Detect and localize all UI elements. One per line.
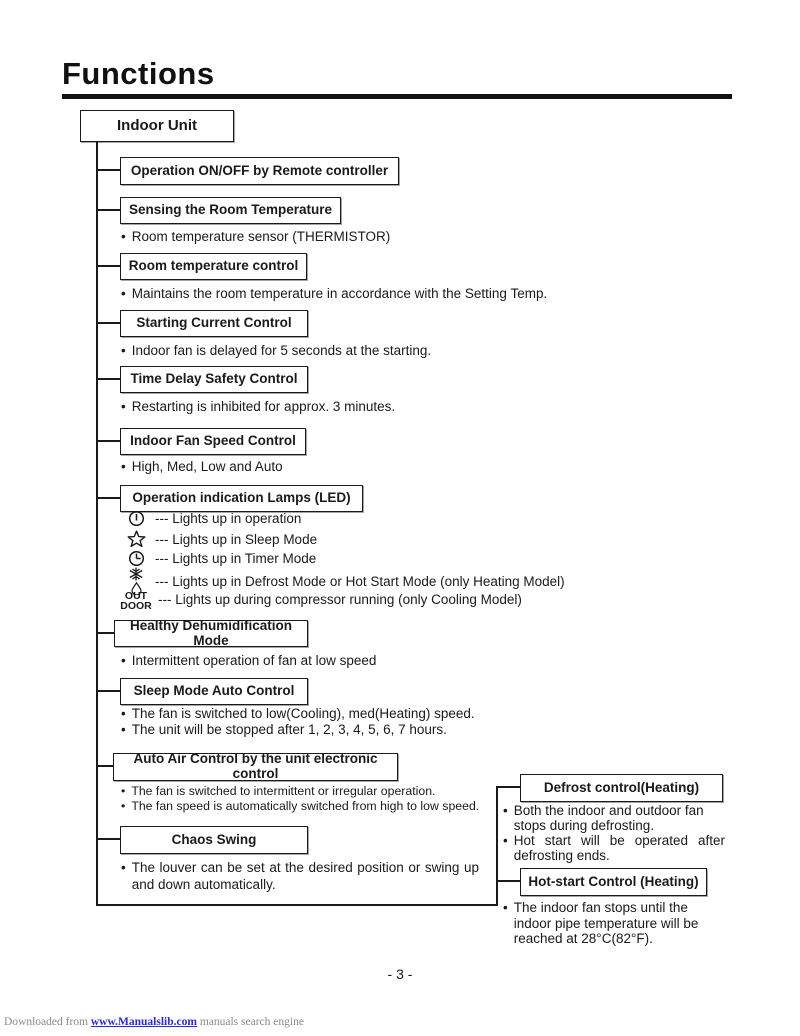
node-label: Indoor Fan Speed Control <box>130 433 296 449</box>
stub-hot-start <box>498 880 520 882</box>
led-item <box>122 510 301 527</box>
node-indoor-unit <box>80 110 234 142</box>
bullet-item <box>121 459 283 475</box>
bullet-marker: • <box>503 900 508 915</box>
stub-3 <box>98 322 120 324</box>
bullet-item <box>121 706 475 722</box>
bullet-text: High, Med, Low and Auto <box>131 459 283 474</box>
footer-prefix: Downloaded from <box>4 1016 91 1028</box>
led-text: --- Lights up in operation <box>155 511 302 526</box>
stub-defrost <box>498 786 520 788</box>
node-chaos-swing <box>120 826 308 854</box>
bullet-marker: • <box>121 799 126 813</box>
bullet-text: The fan is switched to intermittent or irregular operation. <box>131 784 436 798</box>
node-label: Hot-start Control (Heating) <box>528 873 699 889</box>
outdoor-label-line1: OUT <box>124 590 148 602</box>
node-fan-speed-control <box>120 428 306 455</box>
bullet-item <box>121 343 431 359</box>
bullet-text: Restarting is inhibited for approx. 3 minutes. <box>131 399 396 414</box>
bullet-marker: • <box>121 399 126 414</box>
bullet-item <box>503 834 725 863</box>
led-text: --- Lights up in Sleep Mode <box>155 531 318 547</box>
bullet-text: Both the indoor and outdoor fan stops during defrosting. <box>513 803 704 833</box>
bullet-text: The louver can be set at the desired position or swing up and down automatically. <box>131 860 479 892</box>
node-label: Sensing the Room Temperature <box>128 202 333 218</box>
led-text: --- Lights up during compressor running (only Cooling Model) <box>158 592 522 607</box>
stub-2 <box>98 265 120 267</box>
bullet-marker: • <box>121 706 126 721</box>
bullet-text: Room temperature sensor (THERMISTOR) <box>131 229 391 244</box>
led-text: --- Lights up in Timer Mode <box>155 551 317 566</box>
bullet-item <box>121 859 479 893</box>
led-item <box>122 530 317 548</box>
stub-8 <box>98 690 120 692</box>
bullet-item <box>121 399 395 415</box>
node-room-temp-control <box>120 253 307 280</box>
led-item <box>119 592 522 611</box>
bullet-text: Hot start will be operated after defrosting ends. <box>513 833 725 863</box>
right-branch-line <box>496 786 498 906</box>
tree-bottom-connector <box>96 904 498 906</box>
node-operation-onoff <box>120 157 399 185</box>
bullet-marker: • <box>503 803 508 818</box>
outdoor-label-line2: DOOR <box>120 599 152 612</box>
led-text: --- Lights up in Defrost Mode or Hot Start Mode (only Heating Model) <box>155 573 565 589</box>
bullet-marker: • <box>121 722 126 737</box>
bullet-item <box>121 722 447 738</box>
bullet-item <box>121 784 435 799</box>
bullet-text: The unit will be stopped after 1, 2, 3, 4, 5, 6, 7 hours. <box>131 722 447 737</box>
bullet-marker: • <box>121 860 126 875</box>
node-label: Room temperature control <box>128 258 299 274</box>
bullet-item <box>121 799 479 814</box>
stub-5 <box>98 440 120 442</box>
bullet-marker: • <box>121 459 126 474</box>
bullet-marker: • <box>121 343 126 358</box>
node-label: Operation ON/OFF by Remote controller <box>130 162 389 178</box>
node-indication-lamps <box>120 485 363 512</box>
bullet-item <box>503 804 725 833</box>
bullet-marker: • <box>121 229 126 244</box>
sleep-star-icon <box>122 530 150 548</box>
stub-1 <box>98 209 120 211</box>
bullet-item <box>121 653 376 669</box>
bullet-text: Indoor fan is delayed for 5 seconds at the starting. <box>131 343 432 358</box>
bullet-item <box>121 286 547 302</box>
node-label: Auto Air Control by the unit electronic control <box>133 751 378 781</box>
stub-0 <box>98 169 120 171</box>
node-label: Sleep Mode Auto Control <box>133 683 295 699</box>
stub-9 <box>98 765 114 767</box>
node-label: Starting Current Control <box>136 315 292 331</box>
node-label: Chaos Swing <box>171 831 257 847</box>
bullet-text: Intermittent operation of fan at low speed <box>131 653 377 668</box>
bullet-text: Maintains the room temperature in accordance with the Setting Temp. <box>131 286 548 301</box>
power-lamp-icon <box>122 510 150 527</box>
stub-4 <box>98 378 120 380</box>
stub-10 <box>98 838 120 840</box>
node-sensing-room-temp <box>120 197 341 224</box>
stub-6 <box>98 497 120 499</box>
outdoor-text-icon <box>119 592 153 611</box>
bullet-text: The indoor fan stops until the indoor pipe temperature will be reached at 28°C(82°F). <box>513 900 699 946</box>
bullet-text: The fan speed is automatically switched from high to low speed. <box>131 799 480 813</box>
node-auto-air-control <box>113 753 398 781</box>
node-label: Time Delay Safety Control <box>130 371 298 387</box>
node-label: Healthy Dehumidification Mode <box>129 617 293 648</box>
bullet-marker: • <box>503 833 508 848</box>
bullet-marker: • <box>121 286 126 301</box>
page-number: - 3 - <box>387 966 413 982</box>
node-hot-start-control <box>520 868 707 896</box>
node-label: Operation indication Lamps (LED) <box>132 490 351 506</box>
page-title: Functions <box>62 56 215 91</box>
bullet-marker: • <box>121 653 126 668</box>
stub-7 <box>98 632 115 634</box>
title-rule <box>62 94 732 99</box>
node-label: Indoor Unit <box>117 116 197 134</box>
node-label: Defrost control(Heating) <box>543 779 700 795</box>
node-healthy-dehumidification <box>114 617 308 648</box>
footer-note <box>4 1016 304 1028</box>
node-starting-current <box>120 310 308 337</box>
bullet-item <box>503 900 715 947</box>
bullet-item <box>121 229 390 245</box>
node-sleep-mode-auto <box>120 678 308 705</box>
bullet-text: The fan is switched to low(Cooling), med(Heating) speed. <box>131 706 475 721</box>
footer-suffix: manuals search engine <box>196 1016 304 1028</box>
manualslib-link[interactable]: www.Manualslib.com <box>90 1016 197 1028</box>
node-defrost-control <box>520 774 723 802</box>
node-time-delay-safety <box>120 366 308 393</box>
tree-trunk-line <box>96 141 98 906</box>
bullet-marker: • <box>121 784 126 798</box>
